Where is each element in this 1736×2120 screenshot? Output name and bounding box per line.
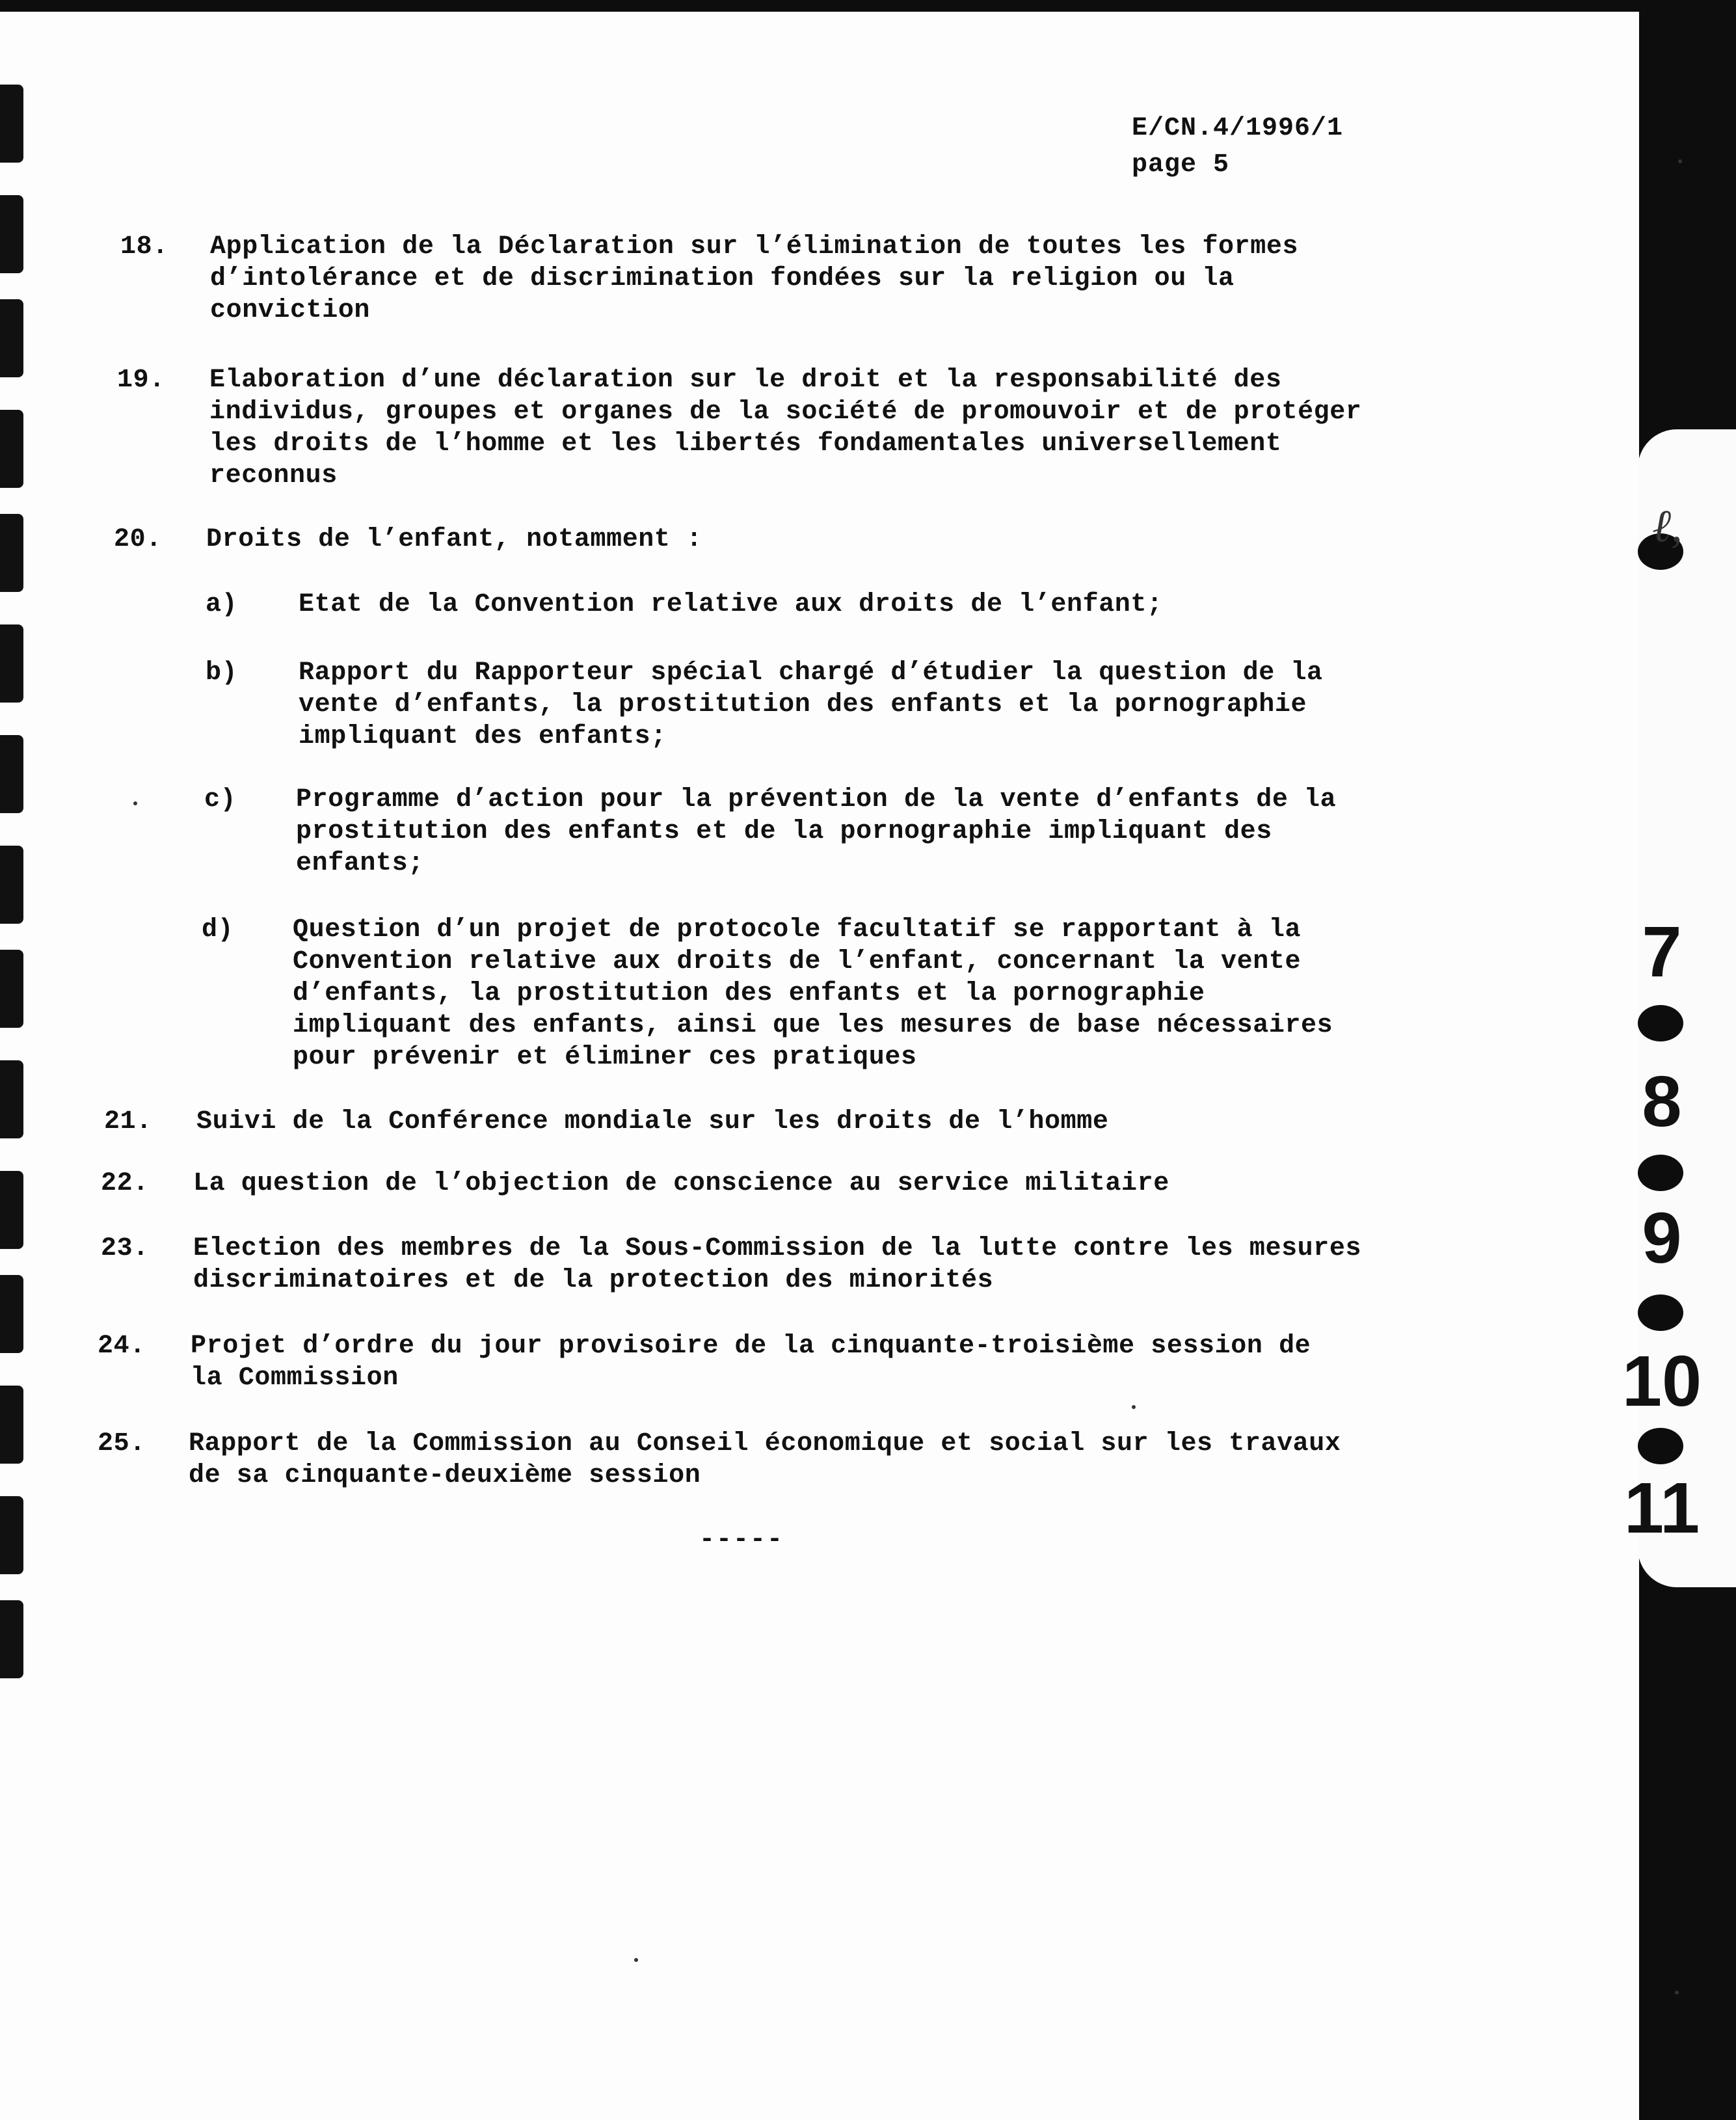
binder-hole [0,1171,23,1249]
item-text: Application de la Déclaration sur l’élimination de toutes les formes d’intolérance et de discrimination fondées sur la religion ou la conviction [210,232,1299,325]
item-number: 18. [120,232,168,262]
binder-hole [0,1275,23,1353]
binder-hole [0,1060,23,1138]
document-symbol: E/CN.4/1996/1 [1132,114,1344,143]
scan-speck [1132,1405,1136,1409]
item-number: 24. [98,1332,146,1361]
binder-hole [0,1496,23,1574]
item-letter: b) [206,658,238,688]
binder-hole [0,1386,23,1464]
document-header [1132,111,1343,183]
tab-number-7[interactable]: 7 [1642,912,1682,992]
item-number: 21. [104,1107,152,1136]
item-letter: c) [204,785,237,814]
item-text: Etat de la Convention relative aux droits de l’enfant; [299,590,1163,619]
page-number: page 5 [1132,150,1230,180]
handwritten-mark: ℓ, [1652,502,1683,552]
item-text: Question d’un projet de protocole facultatif se rapportant à la Convention relative aux droits de l’enfant, concernant la vente d’enfants, la prostitution des enfants et la pornographie impliquant des enfants, ainsi que les mesures de base nécessaires pour prévenir et éliminer ces pratiques [293,915,1333,1072]
scan-speck [133,801,137,805]
binder-hole [0,85,23,163]
tab-number-10[interactable]: 10 [1622,1341,1702,1421]
item-text: Droits de l’enfant, notamment : [206,525,702,554]
item-letter: a) [206,590,238,619]
binder-hole [0,299,23,377]
item-number: 20. [114,525,162,554]
item-text: Election des membres de la Sous-Commission de la lutte contre les mesures discriminatoires et de la protection des minorités [193,1234,1362,1295]
scan-speck [1678,159,1682,163]
item-number: 19. [117,366,165,395]
item-number: 22. [101,1169,149,1198]
binder-hole [0,195,23,273]
item-number: 25. [98,1429,146,1458]
item-text: Rapport de la Commission au Conseil économique et social sur les travaux de sa cinquante-deuxième session [189,1429,1341,1490]
item-text: La question de l’objection de conscience au service militaire [193,1169,1169,1198]
binder-hole [0,1600,23,1678]
item-text: Projet d’ordre du jour provisoire de la cinquante-troisième session de la Commission [191,1332,1311,1393]
item-text: Programme d’action pour la prévention de la vente d’enfants de la prostitution des enfants et de la pornographie impliquant des enfants; [296,785,1337,878]
tab-number-9[interactable]: 9 [1642,1198,1682,1278]
binder-hole [0,410,23,488]
tab-notch [1638,1005,1683,1041]
scan-top-edge [0,0,1736,12]
item-number: 23. [101,1234,149,1263]
binder-hole [0,950,23,1028]
item-text: Rapport du Rapporteur spécial chargé d’étudier la question de la vente d’enfants, la prostitution des enfants et la pornographie impliquant des enfants; [299,658,1323,751]
scan-speck [1675,1991,1679,1994]
binder-hole [0,846,23,924]
end-of-document-marker: ----- [699,1525,784,1555]
tab-number-8[interactable]: 8 [1642,1062,1682,1142]
binder-hole [0,514,23,592]
tab-notch [1638,1428,1683,1464]
item-letter: d) [202,915,234,945]
tab-notch [1638,1295,1683,1331]
tab-number-11[interactable]: 11 [1623,1468,1700,1548]
tab-notch [1638,1155,1683,1191]
binder-hole [0,624,23,703]
item-text: Suivi de la Conférence mondiale sur les droits de l’homme [196,1107,1109,1136]
scan-speck [634,1958,638,1962]
binder-hole [0,735,23,813]
item-text: Elaboration d’une déclaration sur le droit et la responsabilité des individus, groupes et organes de la société de promouvoir et de protéger les droits de l’homme et les libertés fondamentales universellement reconnus [209,366,1362,490]
